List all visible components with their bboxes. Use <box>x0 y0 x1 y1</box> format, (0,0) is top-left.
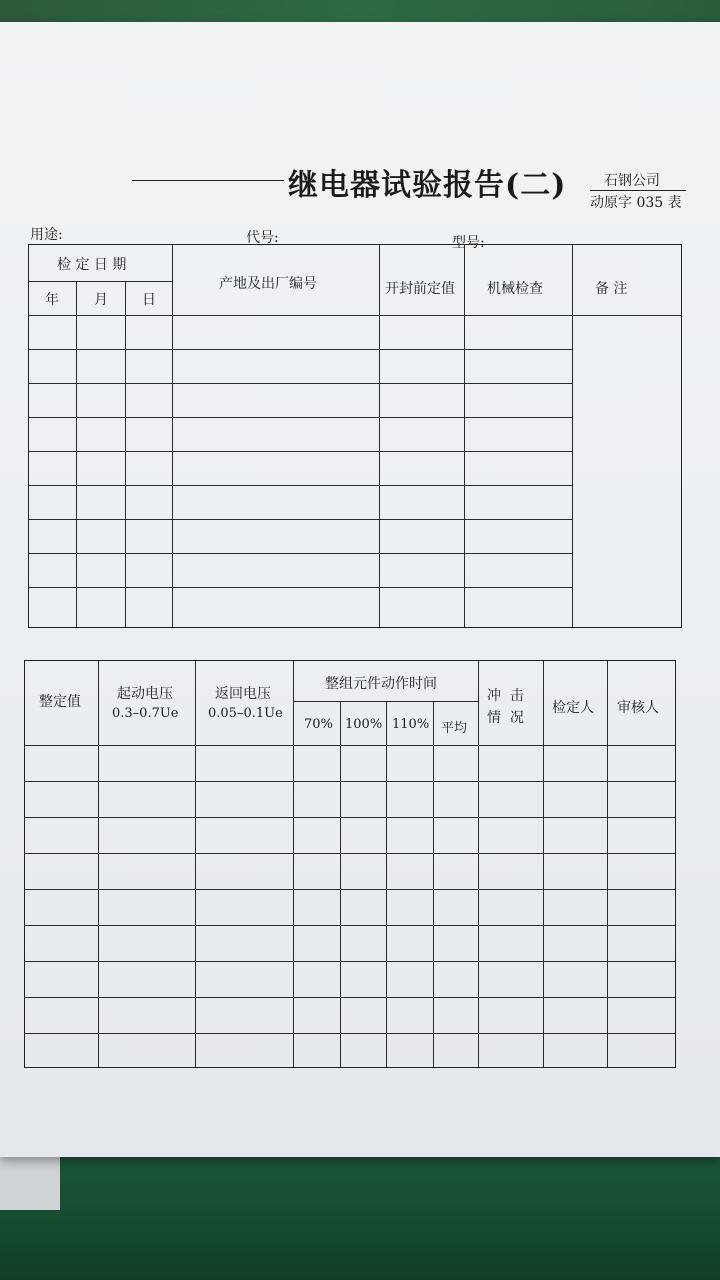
header-day: 日 <box>142 292 156 308</box>
header-start-voltage-range: 0.3–0.7Ue <box>112 706 179 721</box>
company-name: 石钢公司 <box>604 173 660 189</box>
header-return-voltage-range: 0.05–0.1Ue <box>208 706 283 721</box>
header-110pct: 110% <box>392 717 430 732</box>
header-impact-1: 冲 击 <box>487 688 524 704</box>
use-label: 用途: <box>30 227 63 243</box>
form-number: 动原字 035 表 <box>590 195 682 211</box>
test-result-table <box>24 660 676 1068</box>
header-start-voltage: 起动电压 <box>117 686 173 702</box>
header-70pct: 70% <box>304 717 333 732</box>
header-100pct: 100% <box>345 717 383 732</box>
header-return-voltage: 返回电压 <box>215 686 271 702</box>
header-action-time: 整组元件动作时间 <box>325 676 437 692</box>
header-mechanical-check: 机械检查 <box>487 281 543 297</box>
company-divider <box>590 190 686 191</box>
desk-edge <box>0 1150 60 1210</box>
header-set-value: 整定值 <box>39 694 81 710</box>
header-check-date: 检 定 日 期 <box>57 257 127 273</box>
header-impact-2: 情 况 <box>487 710 524 726</box>
title-blank-line <box>132 180 284 181</box>
model-label: 型号: <box>452 235 485 251</box>
background-desk <box>0 1150 720 1280</box>
header-average: 平均 <box>441 721 468 736</box>
header-year: 年 <box>45 292 59 308</box>
check-record-table <box>28 244 682 628</box>
document-title: 继电器试验报告(二) <box>288 168 567 203</box>
header-origin-serial: 产地及出厂编号 <box>219 276 317 292</box>
header-month: 月 <box>94 292 108 308</box>
header-reviewer: 审核人 <box>617 700 659 716</box>
header-inspector: 检定人 <box>552 700 594 716</box>
code-label: 代号: <box>246 230 279 246</box>
header-remarks: 备 注 <box>595 281 628 297</box>
header-pre-open-value: 开封前定值 <box>385 281 455 297</box>
